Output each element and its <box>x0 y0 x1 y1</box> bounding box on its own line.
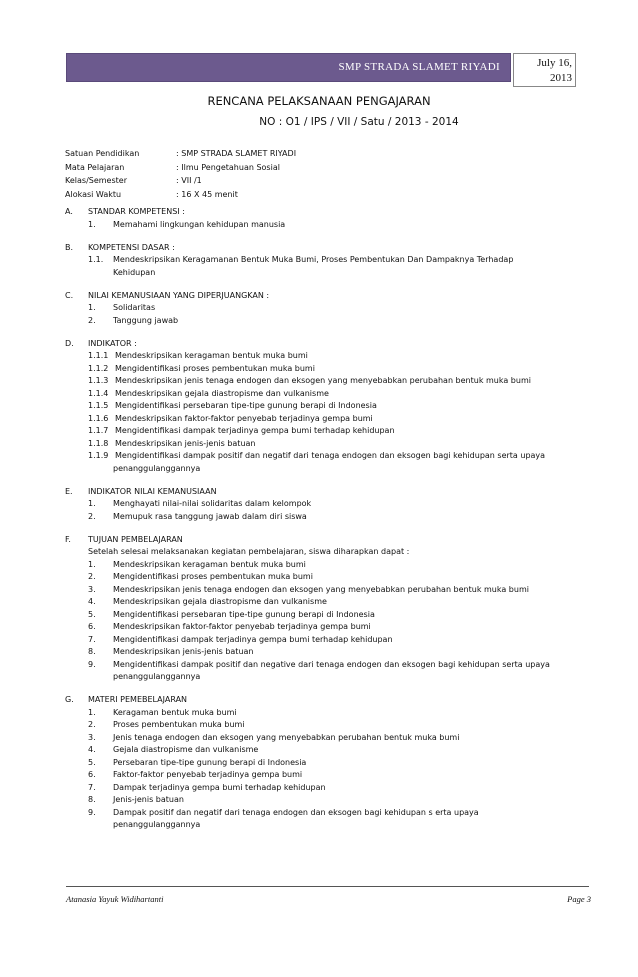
info-row <box>65 161 296 175</box>
section-heading: INDIKATOR : <box>88 338 137 348</box>
item-continuation: Kehidupan <box>113 267 156 277</box>
list-item <box>65 719 585 732</box>
item-text: Mendeskripsikan jenis tenaga endogen dan eksogen yang menyebabkan perubahan bentuk muka bumi <box>115 376 531 385</box>
list-item <box>65 732 585 745</box>
section-letter: G. <box>65 695 74 704</box>
item-number: 1.1.2 <box>88 363 109 373</box>
item-text: Mendeskripsikan jenis-jenis batuan <box>113 647 254 656</box>
item-text: Proses pembentukan muka bumi <box>113 720 245 729</box>
list-item <box>65 646 585 659</box>
item-text: Jenis tenaga endogen dan eksogen yang menyebabkan perubahan bentuk muka bumi <box>113 732 460 742</box>
section-letter: B. <box>65 242 74 252</box>
item-number: 1. <box>88 303 96 312</box>
item-continuation: penanggulanggannya <box>113 672 201 681</box>
section-heading: KOMPETENSI DASAR : <box>88 242 175 252</box>
item-number: 7. <box>88 634 96 644</box>
item-number: 1.1.1 <box>88 351 109 360</box>
list-item <box>65 450 585 463</box>
item-number: 1. <box>88 499 96 508</box>
item-number: 2. <box>88 511 96 521</box>
item-number: 8. <box>88 795 96 804</box>
item-text: Tanggung jawab <box>113 315 179 325</box>
section-materi-pembelajaran <box>65 694 585 832</box>
date-line-1: July 16, <box>537 57 572 69</box>
item-number: 1.1.9 <box>88 451 109 460</box>
list-item <box>65 315 585 328</box>
list-item <box>65 659 585 672</box>
header-date <box>513 53 576 87</box>
document-body <box>65 206 585 842</box>
list-item <box>65 621 585 634</box>
info-label: Mata Pelajaran <box>65 162 125 172</box>
item-text: Mendeskripsikan jenis-jenis batuan <box>115 438 256 448</box>
item-continuation: penanggulanggannya <box>113 463 201 473</box>
list-item <box>65 438 585 451</box>
item-text: Mendeskripsikan keragaman bentuk muka bumi <box>115 351 308 360</box>
item-text: Mendeskripsikan jenis tenaga endogen dan eksogen yang menyebabkan perubahan bentuk muka bumi <box>113 584 529 594</box>
item-number: 2. <box>88 720 96 729</box>
section-standar-kompetensi <box>65 206 585 231</box>
section-letter: E. <box>65 486 73 496</box>
school-name: SMP STRADA SLAMET RIYADI <box>338 61 500 73</box>
info-block <box>65 147 296 201</box>
item-number: 2. <box>88 315 96 325</box>
item-continuation: penanggulanggannya <box>113 820 201 829</box>
item-text: Mengidentifikasi persebaran tipe-tipe gunung berapi di Indonesia <box>113 609 375 619</box>
item-number: 3. <box>88 584 96 594</box>
item-text: Persebaran tipe-tipe gunung berapi di Indonesia <box>113 757 307 767</box>
section-letter: D. <box>65 338 74 348</box>
list-item <box>65 511 585 524</box>
item-number: 9. <box>88 807 96 817</box>
item-text: Mendeskripsikan faktor-faktor penyebab terjadinya gempa bumi <box>115 413 373 423</box>
item-number: 7. <box>88 782 96 792</box>
item-number: 5. <box>88 757 96 767</box>
info-label: Kelas/Semester <box>65 176 127 185</box>
item-text: Gejala diastropisme dan vulkanisme <box>113 745 259 754</box>
list-item <box>65 498 585 511</box>
item-text: Mendeskripsikan keragaman bentuk muka bumi <box>113 559 306 569</box>
item-number: 1.1.5 <box>88 401 109 410</box>
list-item <box>65 219 585 232</box>
list-item <box>65 609 585 622</box>
item-text: Solidaritas <box>113 303 156 312</box>
item-text: Faktor-faktor penyebab terjadinya gempa bumi <box>113 770 303 779</box>
info-label: Alokasi Waktu <box>65 189 122 199</box>
list-item <box>65 584 585 597</box>
list-item <box>65 782 585 795</box>
item-number: 1.1. <box>88 255 104 264</box>
info-value: : SMP STRADA SLAMET RIYADI <box>176 149 297 158</box>
item-text: Mengidentifikasi dampak terjadinya gempa bumi terhadap kehidupan <box>115 426 395 435</box>
section-kompetensi-dasar <box>65 242 585 280</box>
document-title: RENCANA PELAKSANAAN PENGAJARAN <box>207 94 431 108</box>
item-text: Mengidentifikasi persebaran tipe-tipe gunung berapi di Indonesia <box>115 401 377 410</box>
section-letter: F. <box>65 534 71 544</box>
list-item <box>65 425 585 438</box>
section-heading: NILAI KEMANUSIAAN YANG DIPERJUANGKAN : <box>88 290 270 300</box>
list-item <box>65 413 585 426</box>
list-item <box>65 634 585 647</box>
item-number: 9. <box>88 659 96 669</box>
list-item <box>65 744 585 757</box>
list-item <box>65 571 585 584</box>
list-item <box>65 254 585 267</box>
list-item <box>65 757 585 770</box>
item-text: Dampak terjadinya gempa bumi terhadap kehidupan <box>113 782 326 792</box>
footer-divider <box>66 886 589 887</box>
item-number: 1. <box>88 219 96 229</box>
footer-author: Atanasia Yayuk Widihartanti <box>66 894 164 904</box>
item-number: 4. <box>88 597 96 606</box>
item-number: 8. <box>88 647 96 656</box>
list-item <box>65 769 585 782</box>
header-bar <box>66 53 511 82</box>
item-number: 6. <box>88 770 96 779</box>
item-text: Dampak positif dan negatif dari tenaga endogen dan eksogen bagi kehidupan s erta upaya <box>113 807 479 817</box>
item-number: 1.1.4 <box>88 388 109 398</box>
info-label: Satuan Pendidikan <box>65 149 140 158</box>
section-intro: Setelah selesai melaksanakan kegiatan pembelajaran, siswa diharapkan dapat : <box>88 547 410 556</box>
section-heading: MATERI PEMEBELAJARAN <box>88 695 188 704</box>
item-number: 1.1.7 <box>88 426 109 435</box>
document-subtitle: NO : O1 / IPS / VII / Satu / 2013 - 2014 <box>259 116 459 128</box>
section-nilai-kemanusiaan <box>65 290 585 328</box>
item-text: Mengidentifikasi dampak positif dan negative dari tenaga endogen dan eksogen bagi kehidupan serta upaya <box>113 659 550 669</box>
item-text: Menghayati nilai-nilai solidaritas dalam kelompok <box>113 499 312 508</box>
section-letter: C. <box>65 290 74 300</box>
list-item <box>65 807 585 820</box>
item-text: Mengidentifikasi dampak terjadinya gempa bumi terhadap kehidupan <box>113 634 393 644</box>
item-number: 4. <box>88 745 96 754</box>
list-item <box>65 363 585 376</box>
item-text: Mengidentifikasi proses pembentukan muka bumi <box>113 572 313 581</box>
list-item <box>65 400 585 413</box>
list-item <box>65 302 585 315</box>
item-text: Mendeskripsikan gejala diastropisme dan vulkanisme <box>113 597 327 606</box>
section-heading: STANDAR KOMPETENSI : <box>88 207 185 216</box>
item-number: 1. <box>88 559 96 569</box>
item-number: 6. <box>88 622 96 631</box>
section-heading: TUJUAN PEMBELAJARAN <box>88 534 183 544</box>
list-item <box>65 596 585 609</box>
item-number: 2. <box>88 572 96 581</box>
item-number: 1. <box>88 707 96 717</box>
info-value: : VII /1 <box>176 176 202 185</box>
item-number: 1.1.3 <box>88 376 109 385</box>
info-value: : 16 X 45 menit <box>176 189 238 199</box>
info-row <box>65 188 296 202</box>
date-line-2: 2013 <box>550 72 572 84</box>
list-item <box>65 350 585 363</box>
list-item <box>65 794 585 807</box>
list-item <box>65 375 585 388</box>
section-letter: A. <box>65 207 73 216</box>
info-value: : Ilmu Pengetahuan Sosial <box>176 162 280 172</box>
list-item <box>65 388 585 401</box>
item-number: 1.1.8 <box>88 438 109 448</box>
item-text: Memupuk rasa tanggung jawab dalam diri siswa <box>113 511 307 521</box>
section-heading: INDIKATOR NILAI KEMANUSIAAN <box>88 486 217 496</box>
item-text: Mengidentifikasi proses pembentukan muka bumi <box>115 363 315 373</box>
info-row <box>65 174 296 188</box>
item-number: 3. <box>88 732 96 742</box>
item-text: Memahami lingkungan kehidupan manusia <box>113 219 286 229</box>
list-item <box>65 707 585 720</box>
item-text: Mendeskripsikan gejala diastropisme dan vulkanisme <box>115 388 329 398</box>
item-number: 1.1.6 <box>88 413 109 423</box>
item-text: Mengidentifikasi dampak positif dan negatif dari tenaga endogen dan eksogen bagi kehidupan serta upaya <box>115 451 546 460</box>
item-text: Keragaman bentuk muka bumi <box>113 707 237 717</box>
footer-page-number: Page 3 <box>567 894 591 904</box>
item-text: Mendeskripsikan faktor-faktor penyebab terjadinya gempa bumi <box>113 622 371 631</box>
item-text: Jenis-jenis batuan <box>113 795 184 804</box>
section-indikator <box>65 338 585 476</box>
item-number: 5. <box>88 609 96 619</box>
section-tujuan-pembelajaran <box>65 534 585 684</box>
list-item <box>65 559 585 572</box>
section-indikator-nilai <box>65 486 585 524</box>
item-text: Mendeskripsikan Keragamanan Bentuk Muka Bumi, Proses Pembentukan Dan Dampaknya Terhadap <box>113 255 514 264</box>
info-row <box>65 147 296 161</box>
